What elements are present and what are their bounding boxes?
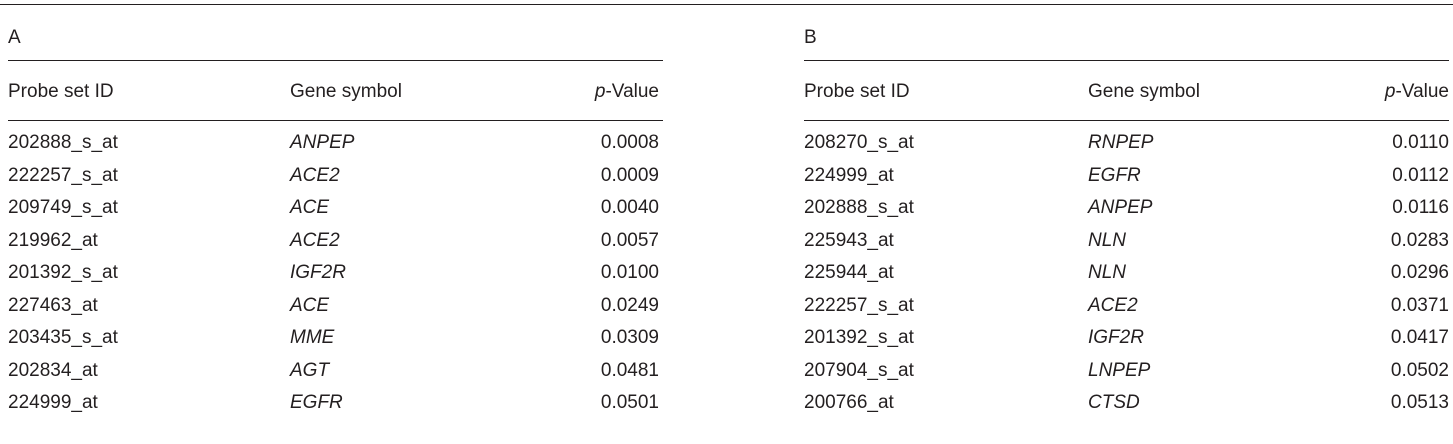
p-value-cell: 0.0040 [600, 197, 659, 218]
gene-cell: RNPEP [1088, 132, 1154, 153]
p-value-cell: 0.0296 [1390, 262, 1449, 283]
probe-cell: 202834_at [8, 359, 98, 381]
gene-cell: ANPEP [1088, 197, 1153, 218]
table-row [8, 196, 663, 229]
panel-divider [8, 60, 663, 61]
gene-cell: ACE2 [290, 164, 340, 186]
gene-cell: NLN [1088, 229, 1127, 251]
p-value-cell: 0.0009 [600, 164, 659, 186]
p-value-cell: 0.0249 [600, 294, 659, 316]
header-p-prefix: p [1384, 81, 1396, 102]
probe-cell: 201392_s_at [8, 262, 118, 283]
p-value-cell: 0.0112 [1392, 164, 1449, 186]
probe-cell: 201392_s_at [804, 327, 914, 348]
header-p-value [595, 80, 659, 104]
table-row [8, 261, 663, 294]
probe-cell: 227463_at [8, 294, 98, 316]
header-row [8, 80, 663, 104]
probe-cell: 209749_s_at [8, 197, 118, 218]
probe-cell: 225943_at [804, 229, 894, 251]
gene-cell: IGF2R [290, 262, 346, 283]
probe-cell: 202888_s_at [8, 132, 118, 153]
header-probe-set-id: Probe set ID [804, 81, 910, 102]
table-row [804, 164, 1449, 197]
table-row [8, 359, 663, 392]
table-row [8, 326, 663, 359]
header-divider [8, 120, 663, 121]
p-value-cell: 0.0283 [1390, 229, 1449, 251]
table-row [804, 131, 1449, 164]
p-value-cell: 0.0417 [1390, 327, 1449, 348]
header-divider [804, 120, 1449, 121]
gene-cell: CTSD [1088, 392, 1140, 413]
probe-cell: 225944_at [804, 262, 894, 283]
header-p-suffix: -Value [605, 81, 659, 102]
table-row [8, 131, 663, 164]
header-probe-set-id: Probe set ID [8, 81, 114, 102]
probe-cell: 207904_s_at [804, 359, 914, 381]
gene-cell: ACE2 [1088, 294, 1138, 316]
p-value-cell: 0.0481 [600, 359, 659, 381]
panel-letter: A [8, 27, 21, 48]
header-p-value [1385, 80, 1449, 104]
table-row [8, 164, 663, 197]
table-row [804, 196, 1449, 229]
header-row [804, 80, 1449, 104]
p-value-cell: 0.0501 [600, 392, 659, 413]
p-value-cell: 0.0513 [1390, 392, 1449, 413]
probe-cell: 224999_at [804, 164, 894, 186]
probe-cell: 208270_s_at [804, 132, 914, 153]
p-value-cell: 0.0057 [600, 229, 659, 251]
header-p-prefix: p [594, 81, 606, 102]
gene-cell: MME [290, 327, 335, 348]
table-row [804, 294, 1449, 327]
p-value-cell: 0.0309 [600, 327, 659, 348]
gene-cell: EGFR [290, 392, 343, 413]
header-gene-symbol: Gene symbol [1088, 81, 1200, 102]
p-value-cell: 0.0502 [1390, 359, 1449, 381]
header-gene-symbol: Gene symbol [290, 81, 402, 102]
probe-cell: 202888_s_at [804, 197, 914, 218]
gene-cell: LNPEP [1088, 359, 1151, 381]
table-row [8, 391, 663, 424]
probe-cell: 222257_s_at [804, 294, 914, 316]
p-value-cell: 0.0110 [1392, 132, 1449, 153]
gene-cell: AGT [290, 359, 330, 381]
probe-cell: 200766_at [804, 392, 894, 413]
table-row [804, 261, 1449, 294]
probe-cell: 222257_s_at [8, 164, 118, 186]
table-row [8, 229, 663, 262]
table-row [804, 359, 1449, 392]
probe-cell: 203435_s_at [8, 327, 118, 348]
gene-cell: ACE [290, 197, 330, 218]
gene-cell: IGF2R [1088, 327, 1144, 348]
table-body [8, 131, 663, 424]
table-row [804, 391, 1449, 424]
table-row [804, 229, 1449, 262]
panel-letter: B [804, 27, 817, 48]
p-value-cell: 0.0371 [1390, 294, 1449, 316]
header-p-suffix: -Value [1395, 81, 1449, 102]
probe-cell: 219962_at [8, 229, 98, 251]
gene-cell: EGFR [1088, 164, 1141, 186]
table-top-rule [0, 4, 1453, 5]
gene-cell: ACE [290, 294, 330, 316]
gene-cell: ACE2 [290, 229, 340, 251]
p-value-cell: 0.0008 [600, 132, 659, 153]
gene-cell: NLN [1088, 262, 1127, 283]
table-row [8, 294, 663, 327]
p-value-cell: 0.0100 [600, 262, 659, 283]
gene-cell: ANPEP [290, 132, 355, 153]
table-row [804, 326, 1449, 359]
probe-cell: 224999_at [8, 392, 98, 413]
panel-divider [804, 60, 1449, 61]
table-body [804, 131, 1449, 424]
p-value-cell: 0.0116 [1392, 197, 1449, 218]
